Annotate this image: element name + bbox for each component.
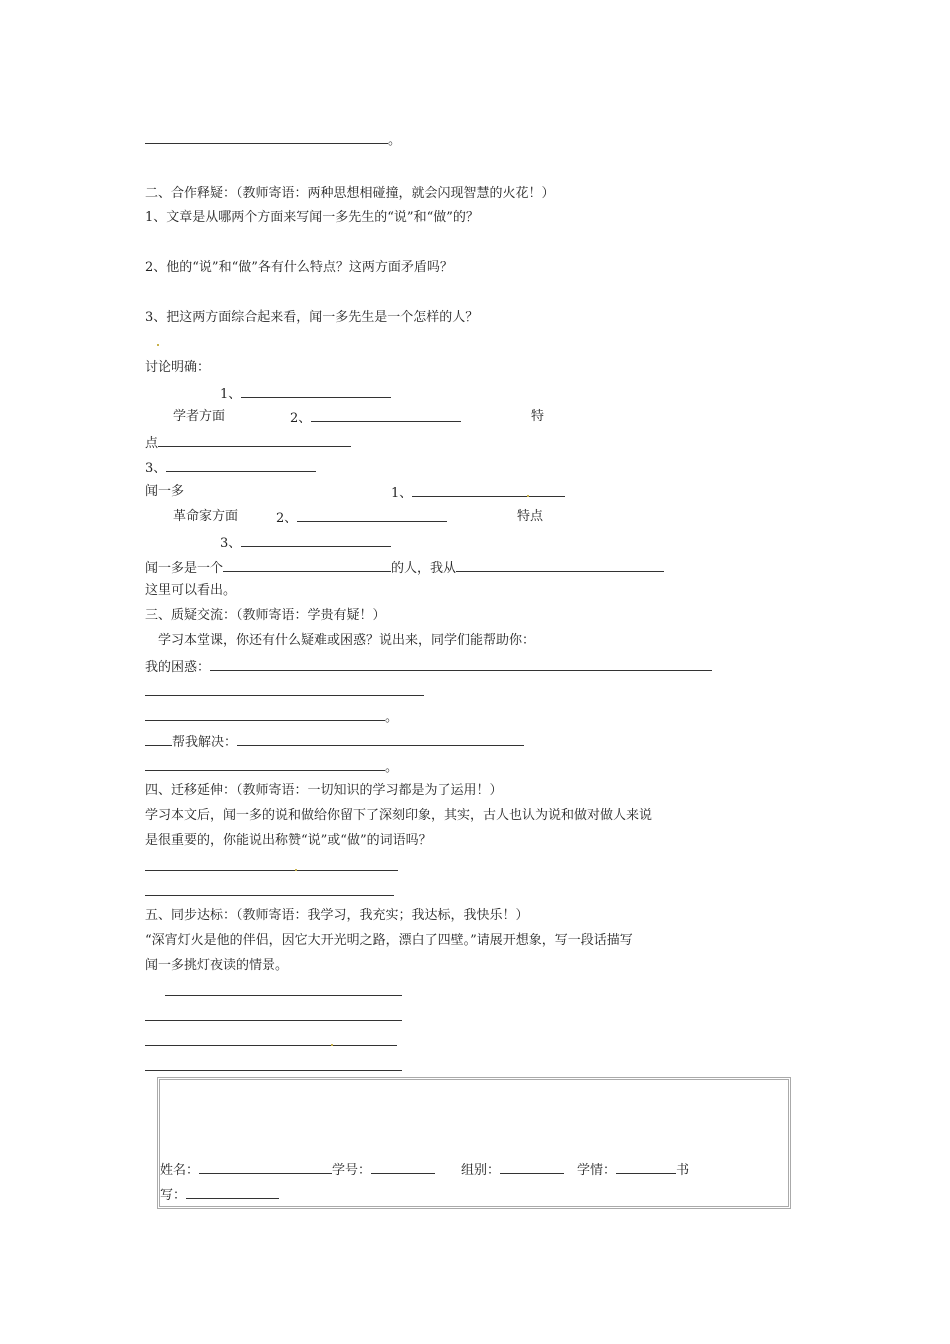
writing-grade-line: 写：: [160, 1186, 279, 1204]
answer-line-top: 。: [145, 131, 401, 149]
help-line: 帮我解决：: [145, 733, 524, 751]
tedian-label: 特点: [517, 509, 544, 524]
student-info-line: 姓名： 学号： 组别： 学情： 书: [160, 1163, 690, 1178]
question-2: 2、他的“说”和“做”各有什么特点？这两方面矛盾吗？: [145, 260, 453, 275]
scholar-label: 学者方面: [173, 409, 226, 424]
question-1: 1、文章是从哪两个方面来写闻一多先生的“说”和“做”的？: [145, 210, 479, 225]
stray-mark: [157, 344, 159, 346]
scholar-point-3: 3、: [145, 459, 316, 477]
writing-line-2: [145, 1008, 402, 1026]
group-field[interactable]: [500, 1161, 564, 1174]
blank-line[interactable]: [145, 758, 385, 771]
status-field[interactable]: [616, 1161, 676, 1174]
confusion-line-2: [145, 683, 424, 701]
blank-line[interactable]: [145, 733, 172, 746]
wenyiduo-label: 闻一多: [145, 484, 185, 499]
blank-line[interactable]: [210, 658, 712, 671]
discussion-label: 讨论明确：: [145, 360, 211, 375]
blank-line[interactable]: [145, 708, 385, 721]
confusion-line-3: 。: [145, 708, 398, 726]
summary-tail: 这里可以看出。: [145, 583, 237, 598]
summary-line: 闻一多是一个 的人，我从: [145, 559, 664, 577]
writing-line-1: [165, 983, 402, 1001]
revolutionary-point-1: 1、: [391, 484, 565, 502]
name-field[interactable]: [199, 1161, 332, 1174]
blank-line[interactable]: [145, 1008, 402, 1021]
dian-line: 点: [145, 434, 351, 452]
idiom-line-2: [145, 883, 394, 901]
help-line-2: 。: [145, 758, 398, 776]
revolutionary-point-2: 2、: [276, 509, 447, 527]
blank-line[interactable]: [145, 858, 398, 871]
stray-mark: [295, 869, 297, 871]
writing-line-4: [145, 1058, 402, 1076]
te-char: 特: [531, 409, 545, 424]
question-3: 3、把这两方面综合起来看，闻一多先生是一个怎样的人？: [145, 310, 479, 325]
section2-heading: 二、合作释疑：（教师寄语：两种思想相碰撞，就会闪现智慧的火花！）: [145, 186, 555, 201]
blank-line[interactable]: [223, 559, 391, 572]
section5-heading: 五、同步达标：（教师寄语：我学习，我充实；我达标，我快乐！）: [145, 908, 529, 923]
blank-line[interactable]: [311, 409, 461, 422]
blank-line[interactable]: [145, 1033, 397, 1046]
section5-body-2: 闻一多挑灯夜读的情景。: [145, 958, 289, 973]
blank-line[interactable]: [145, 131, 388, 144]
scholar-point-1: 1、: [220, 385, 391, 403]
blank-line[interactable]: [237, 733, 524, 746]
confusion-line: 我的困惑：: [145, 658, 712, 676]
revolutionary-label: 革命家方面: [173, 509, 239, 524]
section4-body-2: 是很重要的，你能说出称赞“说”或“做”的词语吗？: [145, 833, 432, 848]
section4-body-1: 学习本文后，闻一多的说和做给你留下了深刻印象，其实，古人也认为说和做对做人来说: [145, 808, 653, 823]
blank-line[interactable]: [145, 1058, 402, 1071]
blank-line[interactable]: [166, 459, 316, 472]
section3-intro: 学习本堂课，你还有什么疑难或困惑？说出来，同学们能帮助你：: [158, 633, 536, 648]
writing-line-3: [145, 1033, 397, 1051]
blank-line[interactable]: [241, 385, 391, 398]
revolutionary-point-3: 3、: [220, 534, 391, 552]
blank-line[interactable]: [456, 559, 664, 572]
blank-line[interactable]: [241, 534, 391, 547]
blank-line[interactable]: [412, 484, 565, 497]
stray-mark: [331, 1044, 333, 1046]
student-id-field[interactable]: [371, 1161, 435, 1174]
blank-line[interactable]: [165, 983, 402, 996]
section3-heading: 三、质疑交流：（教师寄语：学贵有疑！）: [145, 608, 386, 623]
stray-mark: [527, 495, 529, 497]
blank-line[interactable]: [297, 509, 447, 522]
section5-body-1: “深宵灯火是他的伴侣，因它大开光明之路，漂白了四壁。”请展开想象，写一段话描写: [145, 933, 633, 948]
blank-line[interactable]: [145, 883, 394, 896]
blank-line[interactable]: [158, 434, 351, 447]
section4-heading: 四、迁移延伸：（教师寄语：一切知识的学习都是为了运用！）: [145, 783, 503, 798]
idiom-line-1: [145, 858, 398, 876]
blank-line[interactable]: [145, 683, 424, 696]
scholar-point-2: 2、: [290, 409, 461, 427]
writing-field[interactable]: [186, 1186, 279, 1199]
